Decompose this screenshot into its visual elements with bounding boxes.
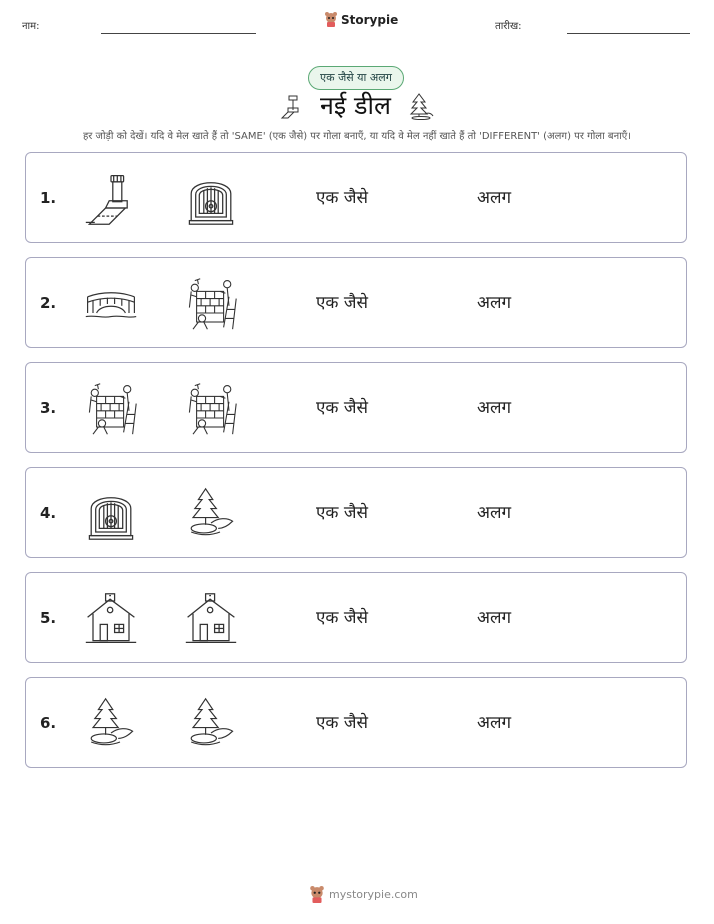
airport-icon [280, 94, 304, 120]
instructions: हर जोड़ी को देखें। यदि वे मेल खाते हैं तो 'SAME' (एक जैसे) पर गोला बनाएँ, या यदि वे मेल नहीं खाते हैं तो 'DIFFERENT' (अलग) पर गोला बनाएँ। [82, 131, 632, 142]
footer [309, 886, 418, 903]
different-option[interactable]: अलग [477, 503, 512, 523]
pair-row [25, 257, 687, 348]
same-option[interactable]: एक जैसे [316, 713, 368, 733]
brand-name: Storypie [341, 12, 399, 27]
brand-logo [324, 12, 398, 27]
pair-row [25, 362, 687, 453]
row-number: 2. [40, 294, 57, 312]
workers-icon [184, 277, 238, 331]
activity-badge: एक जैसे या अलग [308, 66, 404, 90]
same-option[interactable]: एक जैसे [316, 188, 368, 208]
tree-planting-icon [184, 487, 238, 541]
pair-row [25, 572, 687, 663]
same-option[interactable]: एक जैसे [316, 608, 368, 628]
different-option[interactable]: अलग [477, 608, 512, 628]
same-option[interactable]: एक जैसे [316, 503, 368, 523]
radio-icon [84, 487, 138, 541]
same-option[interactable]: एक जैसे [316, 398, 368, 418]
tree-planting-icon [184, 697, 238, 751]
workers-icon [184, 382, 238, 436]
name-label: नाम: [22, 21, 40, 32]
school-icon [84, 592, 138, 646]
mascot-icon [309, 886, 325, 903]
different-option[interactable]: अलग [477, 188, 512, 208]
bridge-icon [84, 277, 138, 331]
pair-row [25, 467, 687, 558]
different-option[interactable]: अलग [477, 713, 512, 733]
workers-icon [84, 382, 138, 436]
pair-row [25, 152, 687, 243]
date-field-line[interactable] [567, 33, 690, 34]
mascot-icon [324, 12, 338, 27]
name-field-line[interactable] [101, 33, 256, 34]
row-number: 5. [40, 609, 57, 627]
pair-row [25, 677, 687, 768]
different-option[interactable]: अलग [477, 293, 512, 313]
different-option[interactable]: अलग [477, 398, 512, 418]
radio-icon [184, 172, 238, 226]
worksheet-title: नई डील [320, 91, 391, 120]
date-label: तारीख: [495, 21, 522, 32]
tree-planting-icon [409, 92, 435, 120]
row-number: 6. [40, 714, 57, 732]
airport-icon [84, 172, 138, 226]
tree-planting-icon [84, 697, 138, 751]
footer-site[interactable]: mystorypie.com [329, 888, 418, 901]
row-number: 4. [40, 504, 57, 522]
school-icon [184, 592, 238, 646]
row-number: 1. [40, 189, 57, 207]
same-option[interactable]: एक जैसे [316, 293, 368, 313]
row-number: 3. [40, 399, 57, 417]
